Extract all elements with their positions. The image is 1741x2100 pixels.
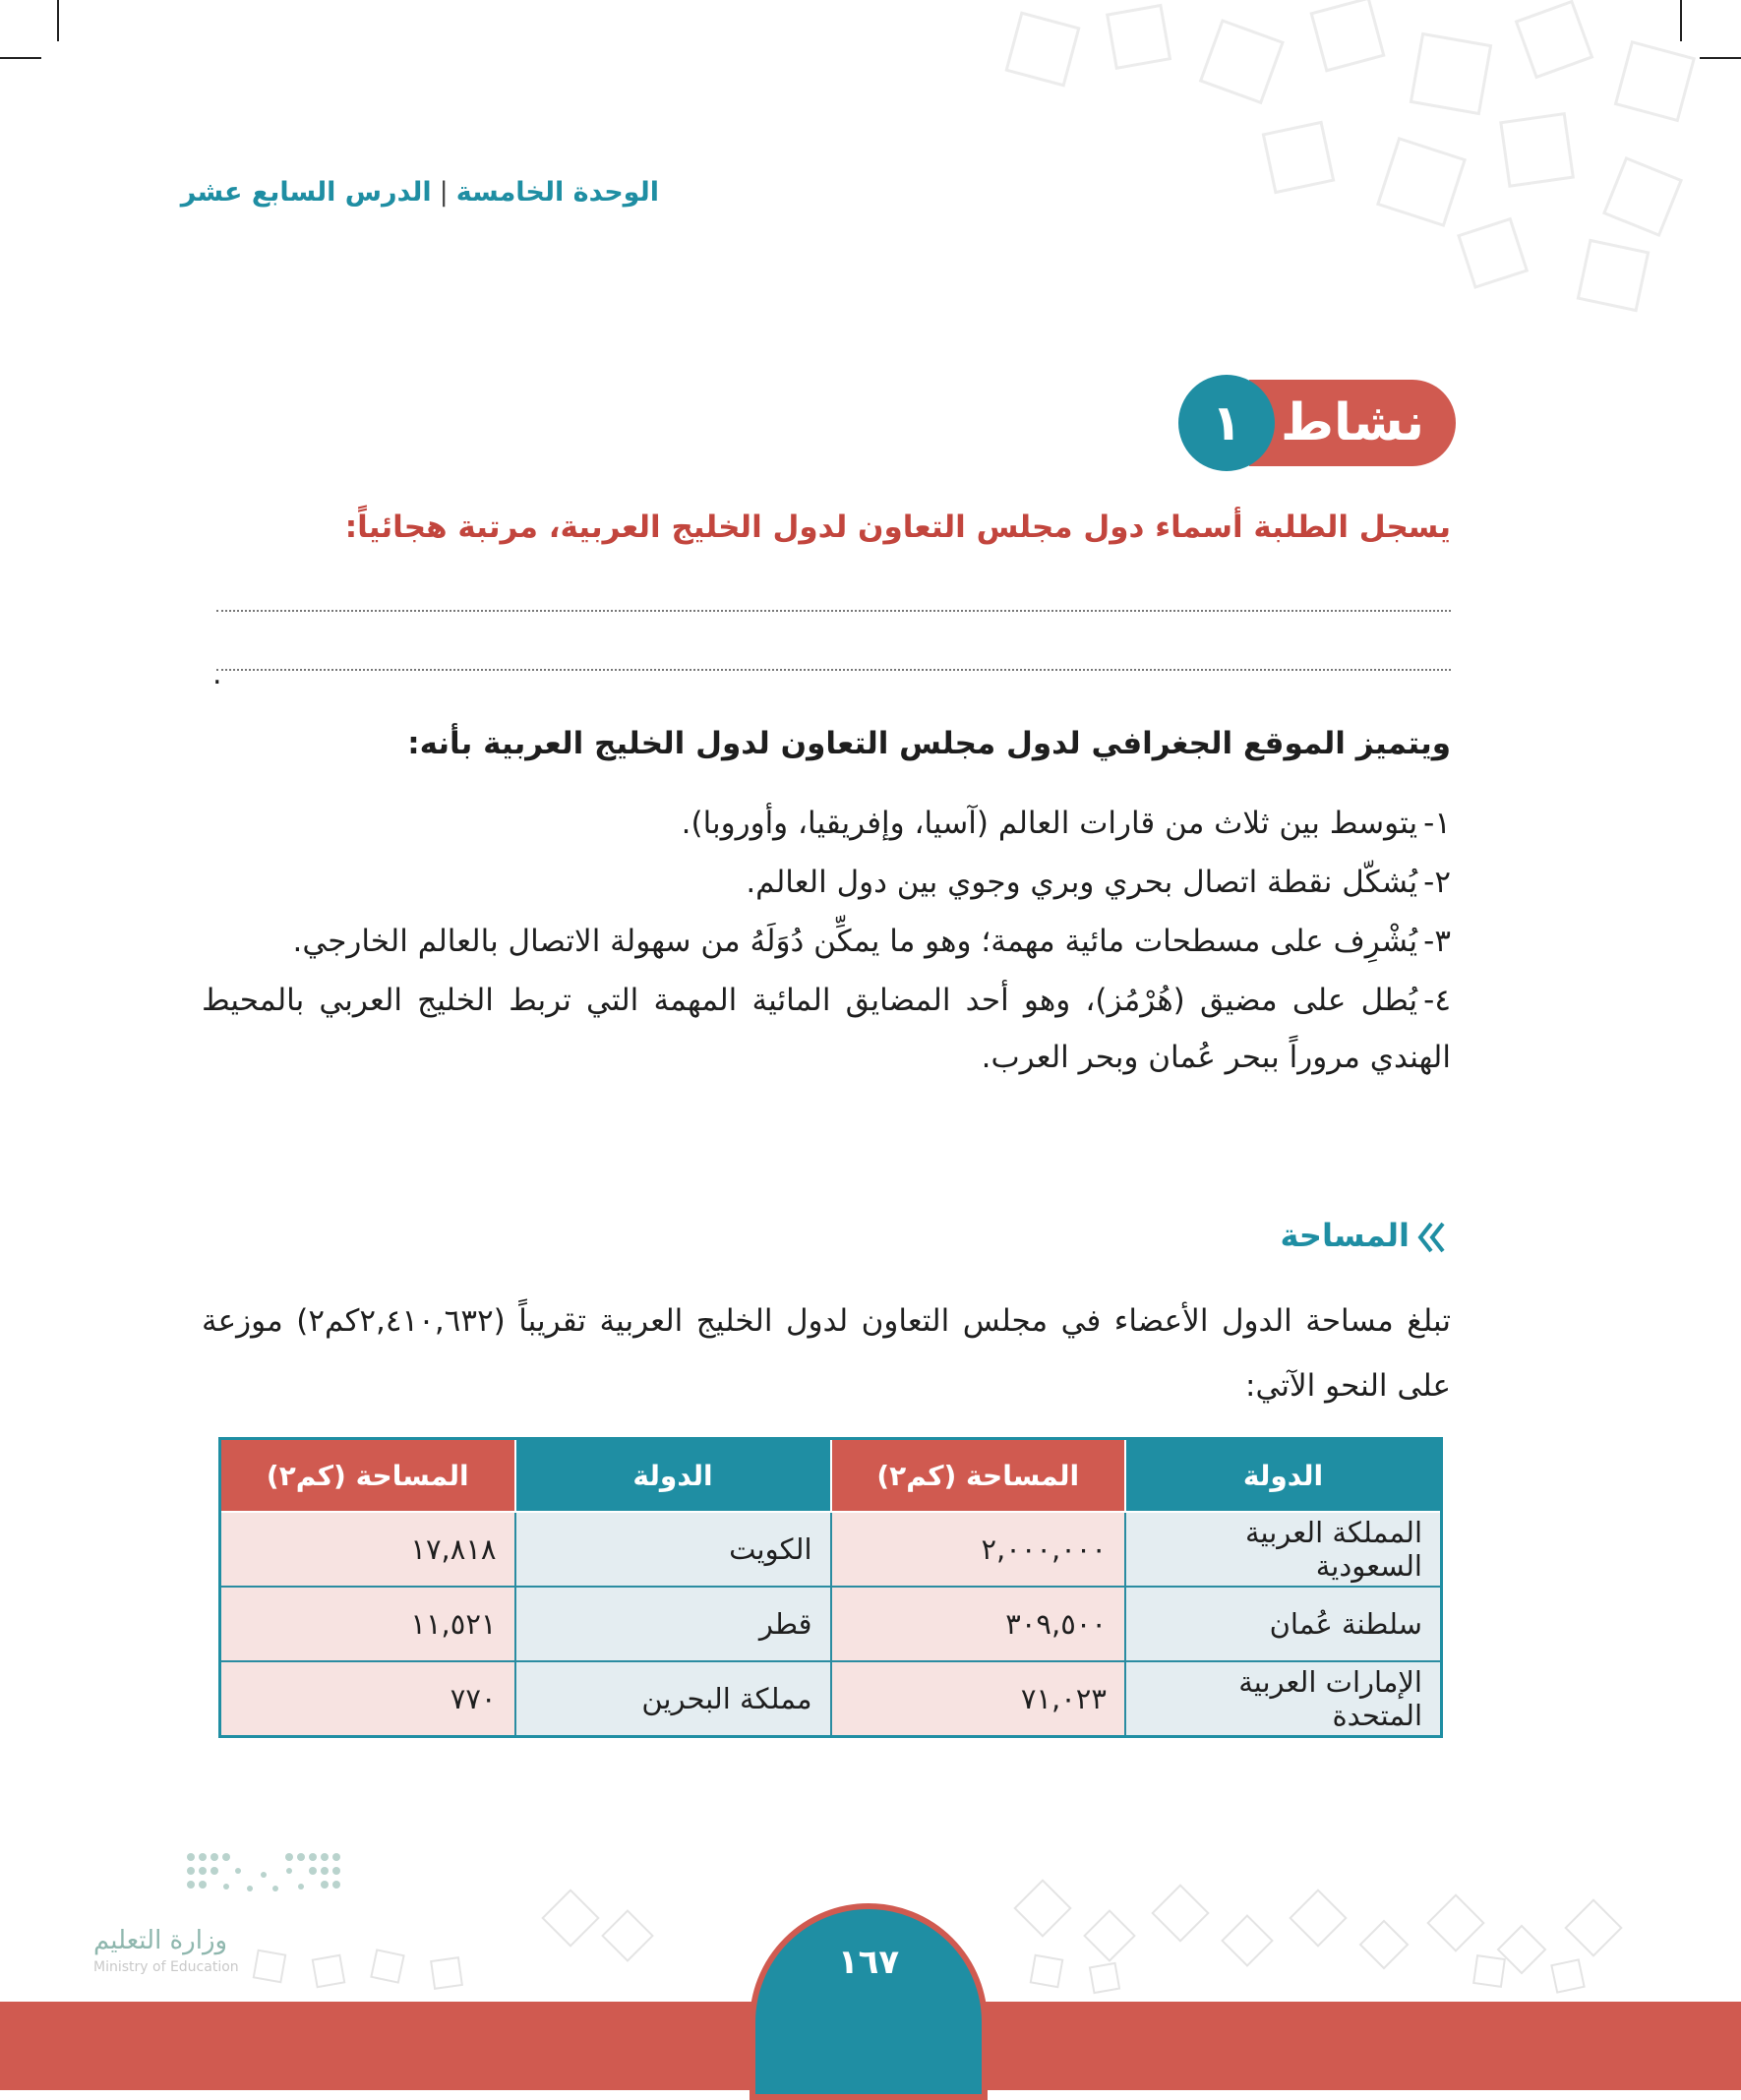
- point-text: يُشْرِف على مسطحات مائية مهمة؛ وهو ما يمكِّن دُوَلَهُ من سهولة الاتصال بالعالم الخارجي.: [292, 924, 1418, 959]
- table-row: [220, 1587, 1442, 1661]
- table-row: [220, 1512, 1442, 1587]
- point-text: يُشكّل نقطة اتصال بحري وبري وجوي بين دول العالم.: [746, 865, 1418, 900]
- decorative-pattern: [974, 0, 1741, 315]
- page-number: ١٦٧: [837, 1943, 900, 1982]
- area-table: [218, 1437, 1443, 1738]
- area-cell: ٧١,٠٢٣: [831, 1661, 1125, 1737]
- activity-label: نشاط: [1249, 380, 1456, 466]
- point-number: ٣-: [1423, 924, 1451, 959]
- point-number: ٤-: [1423, 983, 1451, 1018]
- area-cell: ٣٠٩,٥٠٠: [831, 1587, 1125, 1661]
- list-item: [202, 795, 1451, 852]
- column-header-area: المساحة (كم٢): [220, 1439, 515, 1513]
- activity-number: ١: [1178, 375, 1275, 471]
- country-cell: الكويت: [515, 1512, 831, 1587]
- location-intro: ويتميز الموقع الجغرافي لدول مجلس التعاون لدول الخليج العربية بأنه:: [407, 726, 1451, 761]
- point-text: يتوسط بين ثلاث من قارات العالم (آسيا، وإفريقيا، وأوروبا).: [681, 806, 1418, 841]
- country-cell: الإمارات العربية المتحدة: [1125, 1661, 1442, 1737]
- breadcrumb: [181, 177, 659, 208]
- point-number: ١-: [1423, 806, 1451, 841]
- column-header-country: الدولة: [515, 1439, 831, 1513]
- area-cell: ٢,٠٠٠,٠٠٠: [831, 1512, 1125, 1587]
- list-item: [202, 854, 1451, 911]
- area-cell: ١١,٥٢١: [220, 1587, 515, 1661]
- ministry-name: وزارة التعليم: [93, 1926, 228, 1955]
- column-header-country: الدولة: [1125, 1439, 1442, 1513]
- lesson-title: الدرس السابع عشر: [180, 177, 432, 208]
- breadcrumb-separator: |: [439, 177, 449, 208]
- answer-line[interactable]: [216, 610, 1451, 612]
- country-cell: المملكة العربية السعودية: [1125, 1512, 1442, 1587]
- list-item: [202, 972, 1451, 1086]
- section-heading: [1281, 1217, 1451, 1254]
- country-cell: سلطنة عُمان: [1125, 1587, 1442, 1661]
- list-item: [202, 913, 1451, 970]
- unit-title: الوحدة الخامسة: [455, 177, 659, 208]
- area-paragraph: تبلغ مساحة الدول الأعضاء في مجلس التعاون لدول الخليج العربية تقريباً (٢,٤١٠,٦٣٢كم٢) موزعة على النحو الآتي:: [202, 1303, 1452, 1404]
- location-points-list: [202, 795, 1451, 1088]
- activity-instruction: يسجل الطلبة أسماء دول مجلس التعاون لدول الخليج العربية، مرتبة هجائياً:: [344, 510, 1451, 545]
- table-header-row: [220, 1439, 1442, 1513]
- country-cell: مملكة البحرين: [515, 1661, 831, 1737]
- area-cell: ١٧,٨١٨: [220, 1512, 515, 1587]
- area-cell: ٧٧٠: [220, 1661, 515, 1737]
- ministry-name-en: Ministry of Education: [93, 1959, 239, 1975]
- point-text: يُطل على مضيق (هُرْمُز)، وهو أحد المضايق المائية المهمة التي تربط الخليج العربي بالمحيط الهندي مروراً ببحر عُمان وبحر العرب.: [202, 983, 1451, 1075]
- answer-end-mark: .: [212, 657, 222, 691]
- answer-line[interactable]: [216, 669, 1451, 671]
- point-number: ٢-: [1423, 865, 1451, 900]
- country-cell: قطر: [515, 1587, 831, 1661]
- ministry-logo: [181, 1849, 348, 1908]
- section-title: المساحة: [1280, 1217, 1410, 1254]
- column-header-area: المساحة (كم٢): [831, 1439, 1125, 1513]
- table-row: [220, 1661, 1442, 1737]
- double-chevron-icon: [1417, 1221, 1451, 1254]
